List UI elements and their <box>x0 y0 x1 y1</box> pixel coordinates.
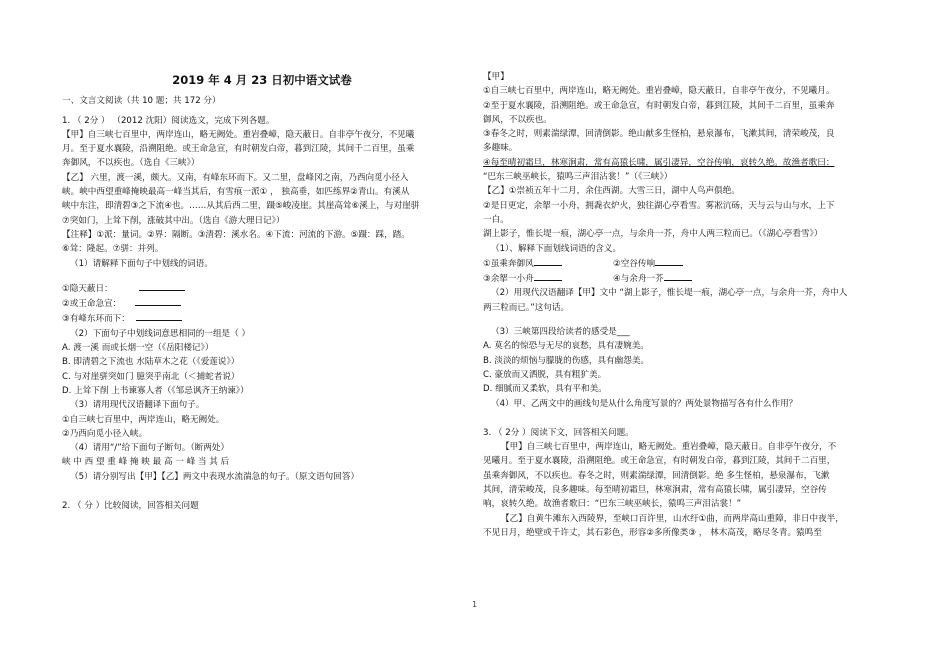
passage-line: ③春冬之时，则素湍绿潭，回清倒影。绝山献多生怪柏，悬泉瀑布，飞漱其间，清荣峻茂，良 <box>483 129 835 140</box>
page-number: 1 <box>472 600 478 609</box>
punctuation-sentence: 峡 中 西 望 重 峰 掩 映 最 高 一 峰 当 其 后 <box>62 457 230 468</box>
answer-blank[interactable] <box>534 271 562 281</box>
answer-field-row <box>483 256 886 271</box>
passage-line: 其间，清荣峻茂，良多趣味。每至晴初霜旦，林寒涧肃，常有高猿长啸，属引凄异，空谷传 <box>483 485 827 496</box>
passage-line: 峡。峡中西望重峰掩映最高一峰当其后，有雪痕一派① ， 独高垂，如匹练界②青山。有溪从 <box>62 187 410 198</box>
subquestion: （1）、解释下面划线词语的含义。 <box>491 243 622 254</box>
subquestion: （3）三峡第四段给读者的感受是___ <box>491 327 630 338</box>
passage-line: 见曦月。至于夏水襄陵，沿溯阻绝。或王命急宣，有时朝发白帝，暮到江陵，其间千二百里， <box>483 456 836 467</box>
question-1-stem: 1. （ 2分 ） （2012 沈阳）阅读选文，完成下列各题。 <box>62 115 275 126</box>
answer-field-row <box>62 281 462 296</box>
passage-line: 响，哀转久绝。故渔者歌曰：“巴东三峡巫峡长，猿鸣三声泪沾裳！” <box>483 499 742 510</box>
question-2-stem: 2. （ 分 ）比较阅读，回答相关问题 <box>62 501 199 512</box>
choice-a: A. 莫名的惊恐与无尽的哀愁，具有凄婉美。 <box>483 341 649 352</box>
answer-blank[interactable] <box>135 296 181 306</box>
passage-line: 御风，不以疾也。 <box>483 114 552 125</box>
passage-line: 湖上影子，惟长堤一痕，湖心亭一点，与余舟一芥，舟中人两三粒而已。（《湖心亭看雪》） <box>483 229 823 240</box>
answer-blank[interactable] <box>534 256 562 266</box>
answer-label: ②空谷传响 <box>613 258 656 269</box>
notes-line: ⑥耸：隆起。⑦骈：并列。 <box>62 244 164 255</box>
choice-b: B. 即清碧之下流也 水陆草木之花（《爱莲说》） <box>62 357 240 368</box>
answer-label: ③余挐一小舟 <box>483 274 534 285</box>
subquestion: （2）下面句子中划线词意思相同的一组是（ ） <box>70 328 251 339</box>
passage-line: 【甲】自三峡七百里中，两岸连山，略无阙处。重岩叠嶂，隐天蔽日。自非亭午夜分，不 <box>501 442 837 453</box>
passage-line: “巴东三峡巫峡长，猿鸣三声泪沾裳！”（《三峡》） <box>483 172 673 183</box>
answer-blank[interactable] <box>139 281 185 291</box>
answer-label: ①虽乘奔御风 <box>483 258 534 269</box>
passage-line: ②至于夏水襄陵，沿溯阻绝。或王命急宣，有时朝发白帝，暮到江陵，其间千二百里，虽乘奔 <box>483 100 835 111</box>
notes-line: 【注释】①派：量词。②界：隔断。③清碧：溪水名。④下流：河流的下游。⑤蹑：踩，踏。 <box>62 229 410 240</box>
passage-heading: 【甲】 <box>483 72 509 82</box>
passage-line: 多趣味。 <box>483 143 518 154</box>
answer-label: ③有峰东环而下： <box>62 314 130 325</box>
subquestion: （1）请解释下面句子中划线的词语。 <box>70 258 213 269</box>
question-3-stem: 3. （ 2分 ）阅读下文，回答相关问题。 <box>483 427 634 438</box>
choice-a: A. 渡一溪 而或长烟一空（《岳阳楼记》） <box>62 343 214 354</box>
subquestion: （3）请用现代汉语翻译下面句子。 <box>70 400 205 411</box>
passage-line: 峡中东注，即清碧③之下流④也。……从其后西二里，蹑⑤峻凌崖。其崖高耸⑥溪上，与对崖骈 <box>62 201 420 212</box>
subquestion: （4）甲、乙两文中的画线句是从什么角度写景的？两处景物描写各有什么作用？ <box>491 398 798 409</box>
answer-blank[interactable] <box>136 311 182 321</box>
answer-label: ④与余舟一芥 <box>613 274 664 285</box>
passage-line: 【乙】①崇祯五年十二月，余住西湖。大雪三日，湖中人鸟声俱绝。 <box>483 186 740 197</box>
choice-d: D. 细腻而又柔软，具有平和美。 <box>483 384 607 395</box>
choice-b: B. 淡淡的烦恼与朦胧的伤感，具有幽怨美。 <box>483 355 650 366</box>
answer-blank[interactable] <box>655 256 683 266</box>
passage-line-underlined: ④每至晴初霜旦，林寒涧肃，常有高猿长啸，属引凄异，空谷传响，哀转久绝。故渔者歌曰： <box>483 157 835 168</box>
translate-item: ②乃西向觅小径入峡。 <box>62 428 148 439</box>
passage-line: ②是日更定，余挐一小舟，拥毳衣炉火，独往湖心亭看雪。雾凇沆砀，天与云与山与水，上下 <box>483 200 835 211</box>
answer-field-row <box>62 311 462 326</box>
choice-d: D. 上耸下削 上书谏寡人者（《邹忌讽齐王纳谏》） <box>62 385 249 396</box>
passage-line: 不见日月，绝壁或千许丈，其石彩色，形容②多所像类③ ， 林木高茂，略尽冬青。猿鸣至 <box>483 527 822 538</box>
answer-label: ①隐天蔽日： <box>62 283 113 294</box>
translate-item: ①自三峡七百里中，两岸连山，略无阙处。 <box>62 414 225 425</box>
left-column <box>62 70 462 513</box>
subquestion-cont: 两三粒而已。”这句话。 <box>483 302 570 313</box>
passage-line: ⑦突如门，上耸下削，涨破其中出。（选自《游大理日记》） <box>62 215 285 226</box>
passage-line: 奔御风，不以疾也。（选自《三峡》） <box>62 158 200 169</box>
passage-line: ①自三峡七百里中，两岸连山，略无阙处。重岩叠嶂，隐天蔽日，自非亭午夜分，不见曦月。 <box>483 86 835 97</box>
page-title: 2019 年 4 月 23 日初中语文试卷 <box>172 73 352 87</box>
answer-field-row <box>62 296 462 311</box>
subquestion: （5）请分别写出【甲】【乙】两文中表现水流湍急的句子。（原文语句回答） <box>70 471 360 482</box>
choice-c: C. 与对崖骈突如门 臆突乎南北（＜捕蛇者说） <box>62 371 240 382</box>
passage-line: 【乙】自黄牛滩东入西陵界，至峡口百许里，山水纡①曲，而两岸高山重障，非日中夜半， <box>501 513 844 524</box>
passage-line: 虽乘奔御风，不以疾也。春冬之时，则素湍绿潭，回清倒影。绝 多生怪柏，悬泉瀑布，飞漱 <box>483 470 830 481</box>
answer-field-row <box>483 271 886 286</box>
right-column <box>483 70 886 540</box>
subquestion: （2）用现代汉语翻译【甲】文中 “湖上影子，惟长堤一痕，湖心亭一点，与余舟一芥，舟中人 <box>491 288 848 299</box>
choice-c: C. 豪放而又洒脱，具有粗犷美。 <box>483 369 607 380</box>
section-heading: 一、文言文阅读（共 10 题；共 172 分） <box>62 96 221 107</box>
passage-line: 【乙】 六里，渡一溪，颇大。又南，有峰东环而下。又二里，盘峰冈之南，乃西向觅小径入 <box>62 172 409 183</box>
subquestion: （4）请用“/”给下面句子断句。（断两处） <box>70 443 230 454</box>
passage-line: 一白。 <box>483 214 509 225</box>
passage-line: 月。至于夏水襄陵，沿溯阻绝。或王命急宣，有时朝发白帝，暮到江陵，其间千二百里，虽乘 <box>62 144 415 155</box>
answer-blank[interactable] <box>664 271 692 281</box>
passage-line: 【甲】自三峡七百里中，两岸连山，略无阙处。重岩叠嶂，隐天蔽日。自非亭午夜分，不见曦 <box>62 129 415 140</box>
answer-label: ②或王命急宣： <box>62 299 122 310</box>
